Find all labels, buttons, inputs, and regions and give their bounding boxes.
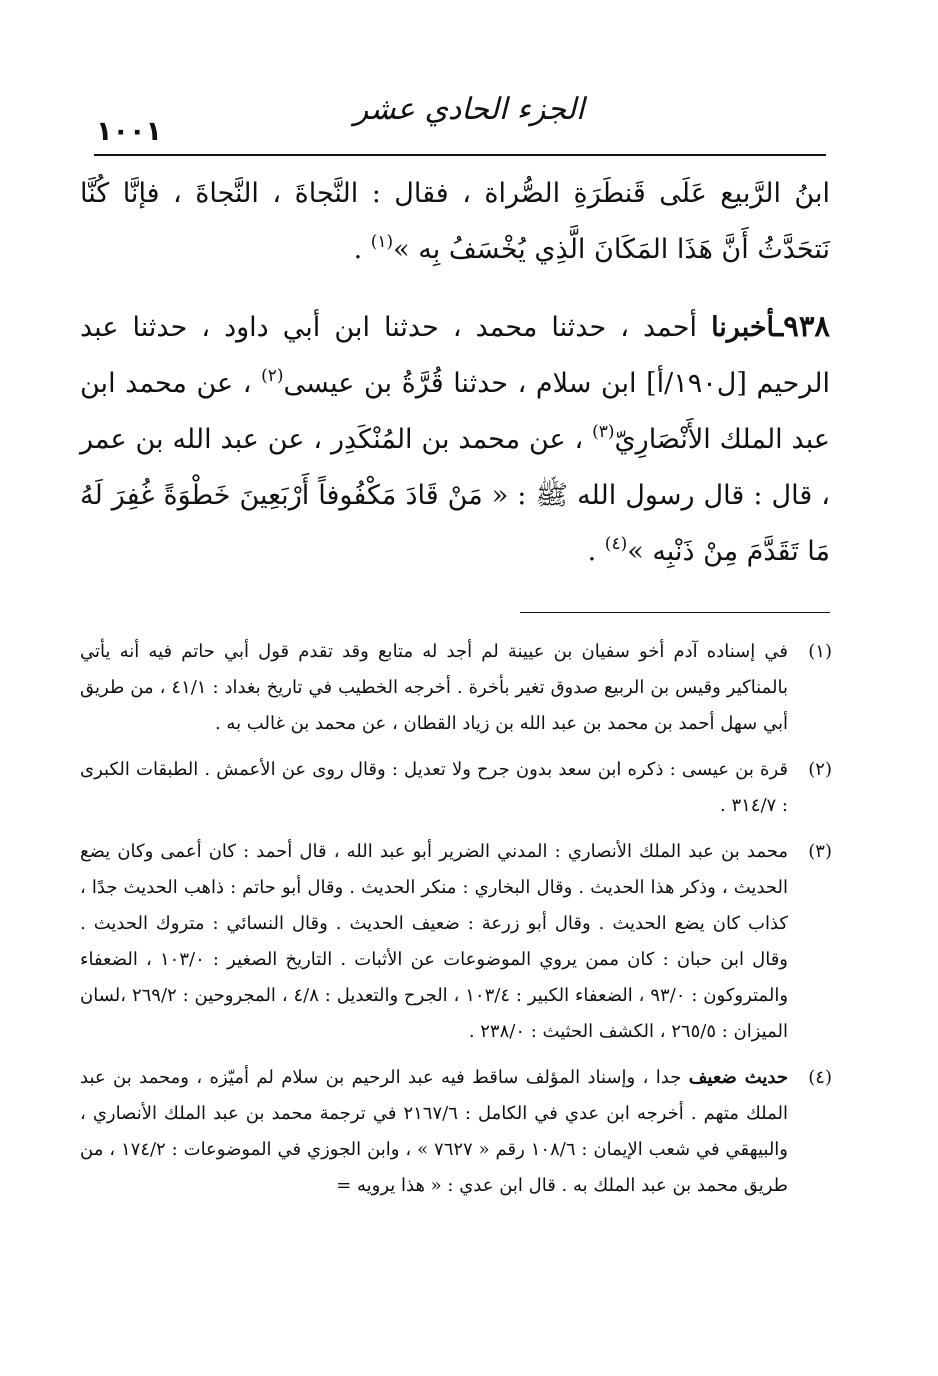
footnotes bbox=[80, 634, 832, 1214]
running-title: الجزء الحادي عشر bbox=[353, 92, 585, 127]
footnote-1 bbox=[80, 634, 832, 742]
footnote-marker: (٣) bbox=[808, 841, 832, 862]
footnote-ref-4: (٤) bbox=[604, 534, 628, 554]
footnote-ref-3: (٣) bbox=[592, 422, 615, 442]
footnote-ref-2: (٢) bbox=[261, 366, 284, 386]
footnote-marker: (١) bbox=[808, 641, 832, 662]
continuation-line-1: ابنُ الرَّبيع عَلَى قَنطَرَةِ الصُّراة ، فقال : النَّجاةَ ، النَّجاةَ ، فإنَّا كُنَّا نَتحَدَّثُ أَنَّ bbox=[80, 178, 830, 265]
footnote-text: قرة بن عيسى : ذكره ابن سعد بدون جرح ولا تعديل : وقال روى عن الأعمش . الطبقات الكبرى : ٣١٤/٧ . bbox=[80, 759, 788, 816]
footnote-3 bbox=[80, 834, 832, 1050]
continuation-tail: . bbox=[353, 234, 371, 265]
hadith-text-3: ، عن محمد بن المُنْكَدِر ، عن عبد الله بن عمر ، قال : قال رسول الله ﷺ : « مَنْ قَادَ مَكْفُوفاً أَرْبَعِينَ خَطْوَةً غُفِرَ لَهُ مَا تَقَدَّمَ مِنْ ذَنْبِه » bbox=[80, 424, 830, 567]
main-text bbox=[80, 166, 830, 580]
hadith-paragraph bbox=[80, 298, 830, 580]
hadith-text-1: أحمد ، حدثنا محمد ، حدثنا ابن أبي داود ، حدثنا عبد الرحيم [ل١٩٠/أ] ابن سلام ، حدثنا قُرَّةُ بن عيسى bbox=[80, 312, 830, 399]
hadith-lead-word: أخبرنا bbox=[711, 312, 775, 343]
footnote-2 bbox=[80, 752, 832, 824]
footnote-ref-1: (١) bbox=[370, 232, 394, 252]
hadith-number: ٩٣٨ـ bbox=[774, 309, 830, 343]
continuation-line-2: هَذَا المَكَانَ الَّذِي يُخْسَفُ بِه » bbox=[393, 234, 713, 265]
footnote-marker: (٤) bbox=[808, 1067, 832, 1088]
footnote-divider bbox=[520, 612, 830, 613]
continuation-paragraph bbox=[80, 166, 830, 278]
hadith-text-4: . bbox=[587, 536, 605, 567]
footnote-4 bbox=[80, 1060, 832, 1204]
page-number: ١٠٠١ bbox=[96, 116, 162, 147]
hadith-text-2: ، عن محمد ابن عبد الملك الأَنْصَارِيّ bbox=[80, 368, 830, 455]
footnote-text: محمد بن عبد الملك الأنصاري : المدني الضرير أبو عبد الله ، قال أحمد : كان أعمى وكان يضع الحديث ، وذكر هذا الحديث . وقال البخاري : منكر الحديث . وقال أبو حاتم : ذاهب الحديث جدًا ، كذاب كان يضع الحديث . وقال أبو زرعة : ضعيف الحديث . وقال النسائي : متروك الحديث . وقال ابن حبان : كان ممن يروي الموضوعات عن الأثبات . التاريخ الصغير : ١٠٣/٠ ، الضعفاء والمتروكون : ٩٣/٠ ، الضعفاء الكبير : ١٠٣/٤ ، الجرح والتعديل : ٤/٨ ، المجروحين : ٢٦٩/٢ ،لسان الميزان : ٢٦٥/٥ ، الكشف الحثيث : ٢٣٨/٠ . bbox=[80, 841, 789, 1042]
footnote-marker: (٢) bbox=[808, 759, 832, 780]
footnote-text: جدا ، وإسناد المؤلف ساقط فيه عبد الرحيم بن سلام لم أميّزه ، ومحمد بن عبد الملك متهم . أخرجه ابن عدي في الكامل : ٢١٦٧/٦ في ترجمة محمد بن عبد الملك الأنصاري ، والبيهقي في شعب الإيمان : ١٠٨/٦ رقم « ٧٦٢٧ » ، وابن الجوزي في الموضوعات : ١٧٤/٢ ، من طريق محمد بن عبد الملك به . قال ابن عدي : « هذا يرويه = bbox=[80, 1067, 788, 1196]
footnote-grade: حديث ضعيف bbox=[688, 1067, 788, 1088]
footnote-text: في إسناده آدم أخو سفيان بن عيينة لم أجد له متابع وقد تقدم قول أبي حاتم فيه أنه يأتي بالمناكير وقيس بن الربيع صدوق تغير بأخرة . أخرجه الخطيب في تاريخ بغداد : ٤١/١ ، من طريق أبي سهل أحمد بن محمد بن عبد الله بن زياد القطان ، عن محمد بن غالب به . bbox=[80, 641, 788, 734]
header-divider bbox=[94, 154, 826, 156]
